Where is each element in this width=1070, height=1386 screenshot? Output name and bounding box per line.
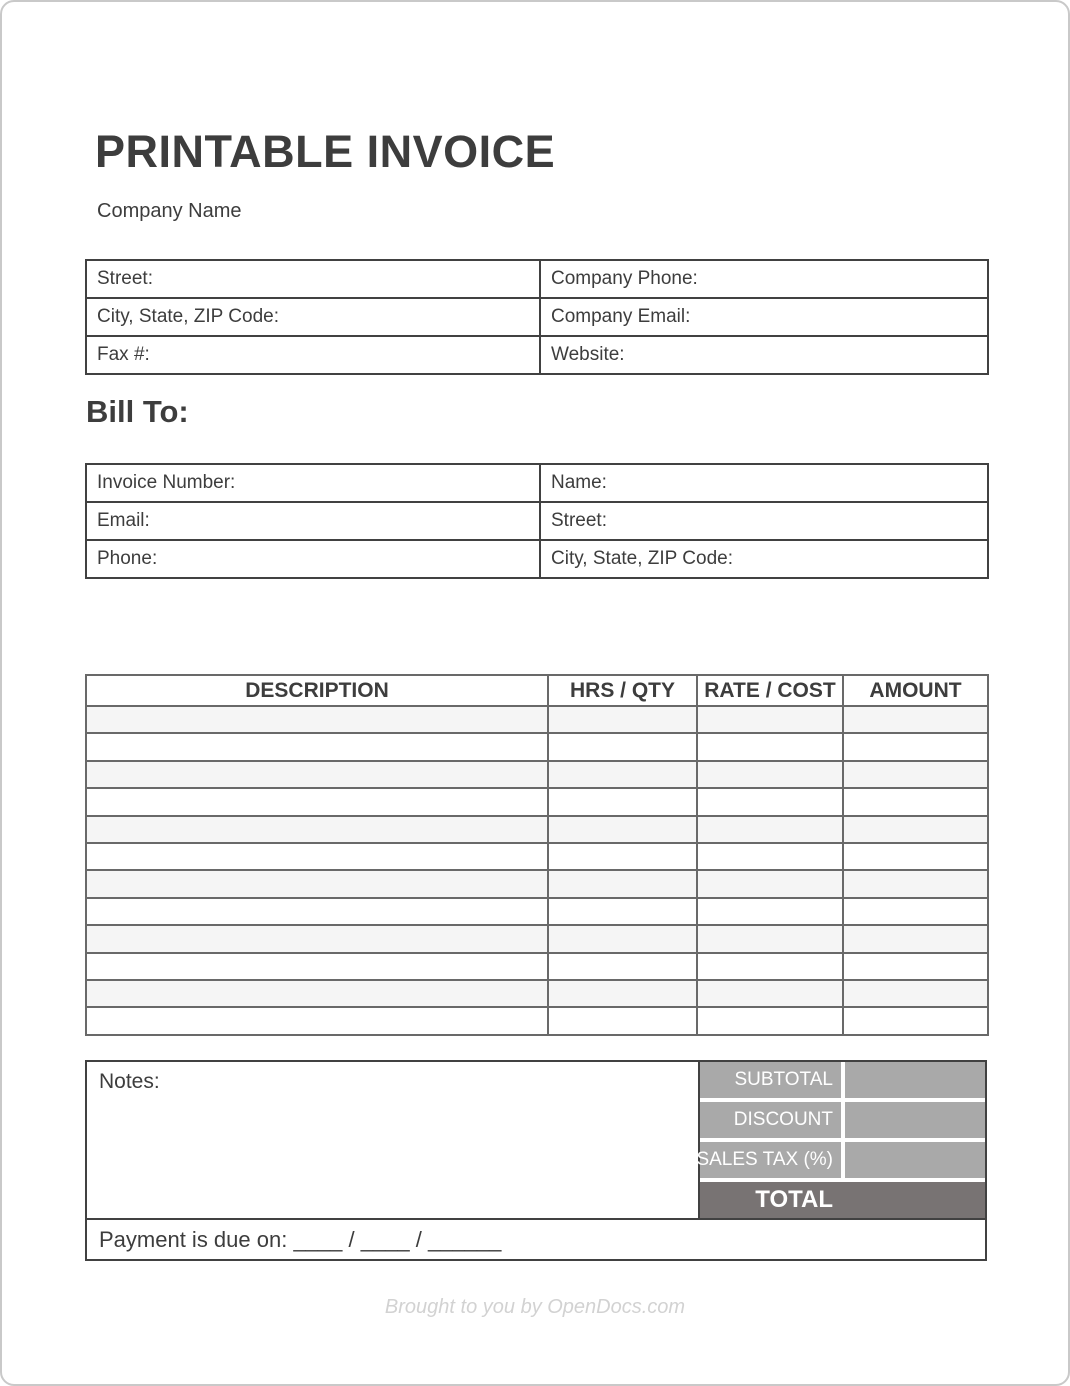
line-item-cell <box>86 816 548 843</box>
line-item-cell <box>697 843 843 870</box>
total-row: TOTAL <box>700 1182 985 1218</box>
notes-cell <box>87 1062 700 1218</box>
discount-amount-cell <box>845 1102 985 1138</box>
company-info-table <box>85 259 989 375</box>
company-phone-label-cell: Company Phone: <box>540 260 988 298</box>
bill-to-table <box>85 463 989 579</box>
city-state-zip-label-cell: City, State, ZIP Code: <box>86 298 540 336</box>
line-item-cell <box>548 706 697 733</box>
payment-due-text: Payment is due on: ____ / ____ / ______ <box>99 1226 502 1252</box>
line-item-cell <box>548 788 697 815</box>
line-item-cell <box>548 761 697 788</box>
line-item-cell <box>843 788 988 815</box>
page-title: PRINTABLE INVOICE <box>95 126 556 177</box>
line-item-cell <box>86 733 548 760</box>
line-item-cell <box>843 733 988 760</box>
invoice-number-label-cell: Invoice Number: <box>86 464 540 502</box>
table-row <box>86 464 988 502</box>
line-items-body <box>86 706 988 1035</box>
line-item-cell <box>548 733 697 760</box>
line-item-cell <box>697 761 843 788</box>
line-item-row <box>86 816 988 843</box>
line-item-cell <box>697 788 843 815</box>
line-item-cell <box>86 870 548 897</box>
line-item-cell <box>697 953 843 980</box>
notes-and-totals-section <box>85 1060 987 1218</box>
table-row <box>86 540 988 578</box>
street-label-cell: Street: <box>540 502 988 540</box>
line-item-row <box>86 925 988 952</box>
subtotal-amount-cell <box>845 1062 985 1098</box>
table-row <box>86 502 988 540</box>
line-items-table <box>85 674 989 1036</box>
line-item-cell <box>697 925 843 952</box>
line-item-row <box>86 788 988 815</box>
line-item-row <box>86 870 988 897</box>
line-item-cell <box>86 1007 548 1034</box>
website-label-cell: Website: <box>540 336 988 374</box>
line-item-cell <box>697 870 843 897</box>
line-item-cell <box>548 843 697 870</box>
line-item-row <box>86 761 988 788</box>
line-item-cell <box>843 980 988 1007</box>
line-item-cell <box>843 898 988 925</box>
description-column-header: DESCRIPTION <box>86 675 548 706</box>
line-item-cell <box>86 953 548 980</box>
sales-tax-label: SALES TAX (%) <box>700 1142 841 1178</box>
line-item-row <box>86 843 988 870</box>
line-item-cell <box>548 1007 697 1034</box>
street-label-cell: Street: <box>86 260 540 298</box>
company-name-text: Company Name <box>97 200 242 222</box>
line-item-row <box>86 898 988 925</box>
bill-to-heading: Bill To: <box>86 394 189 429</box>
line-item-cell <box>86 925 548 952</box>
line-item-row <box>86 980 988 1007</box>
amount-column-header: AMOUNT <box>843 675 988 706</box>
line-item-cell <box>697 1007 843 1034</box>
sales-tax-amount-cell <box>845 1142 985 1178</box>
line-item-cell <box>843 953 988 980</box>
rate-cost-column-header: RATE / COST <box>697 675 843 706</box>
name-label-cell: Name: <box>540 464 988 502</box>
line-item-cell <box>843 925 988 952</box>
line-item-cell <box>697 898 843 925</box>
line-item-cell <box>697 980 843 1007</box>
subtotal-label: SUBTOTAL <box>700 1062 841 1098</box>
line-item-cell <box>843 706 988 733</box>
line-item-row <box>86 706 988 733</box>
line-item-cell <box>86 843 548 870</box>
line-item-row <box>86 1007 988 1034</box>
discount-label: DISCOUNT <box>700 1102 841 1138</box>
email-label-cell: Email: <box>86 502 540 540</box>
line-item-cell <box>548 816 697 843</box>
phone-label-cell: Phone: <box>86 540 540 578</box>
line-item-cell <box>843 816 988 843</box>
line-item-row <box>86 733 988 760</box>
company-email-label-cell: Company Email: <box>540 298 988 336</box>
city-state-zip-label-cell: City, State, ZIP Code: <box>540 540 988 578</box>
line-item-cell <box>548 980 697 1007</box>
notes-label: Notes: <box>99 1070 160 1093</box>
line-item-cell <box>86 980 548 1007</box>
line-item-cell <box>843 843 988 870</box>
line-item-cell <box>697 706 843 733</box>
line-item-cell <box>548 870 697 897</box>
line-item-cell <box>548 925 697 952</box>
line-item-cell <box>86 761 548 788</box>
footer-attribution: Brought to you by OpenDocs.com <box>384 1296 686 1318</box>
line-item-cell <box>86 706 548 733</box>
line-item-cell <box>843 870 988 897</box>
totals-grid <box>696 1062 985 1218</box>
line-item-cell <box>843 761 988 788</box>
line-item-cell <box>86 788 548 815</box>
hrs-qty-column-header: HRS / QTY <box>548 675 697 706</box>
fax-label-cell: Fax #: <box>86 336 540 374</box>
table-row <box>86 298 988 336</box>
line-item-cell <box>697 733 843 760</box>
line-item-cell <box>697 816 843 843</box>
table-row <box>86 336 988 374</box>
payment-due-row <box>85 1218 987 1261</box>
line-item-cell <box>548 898 697 925</box>
line-item-cell <box>548 953 697 980</box>
line-item-row <box>86 953 988 980</box>
table-row <box>86 260 988 298</box>
line-items-header-row <box>86 675 988 706</box>
line-item-cell <box>843 1007 988 1034</box>
line-item-cell <box>86 898 548 925</box>
